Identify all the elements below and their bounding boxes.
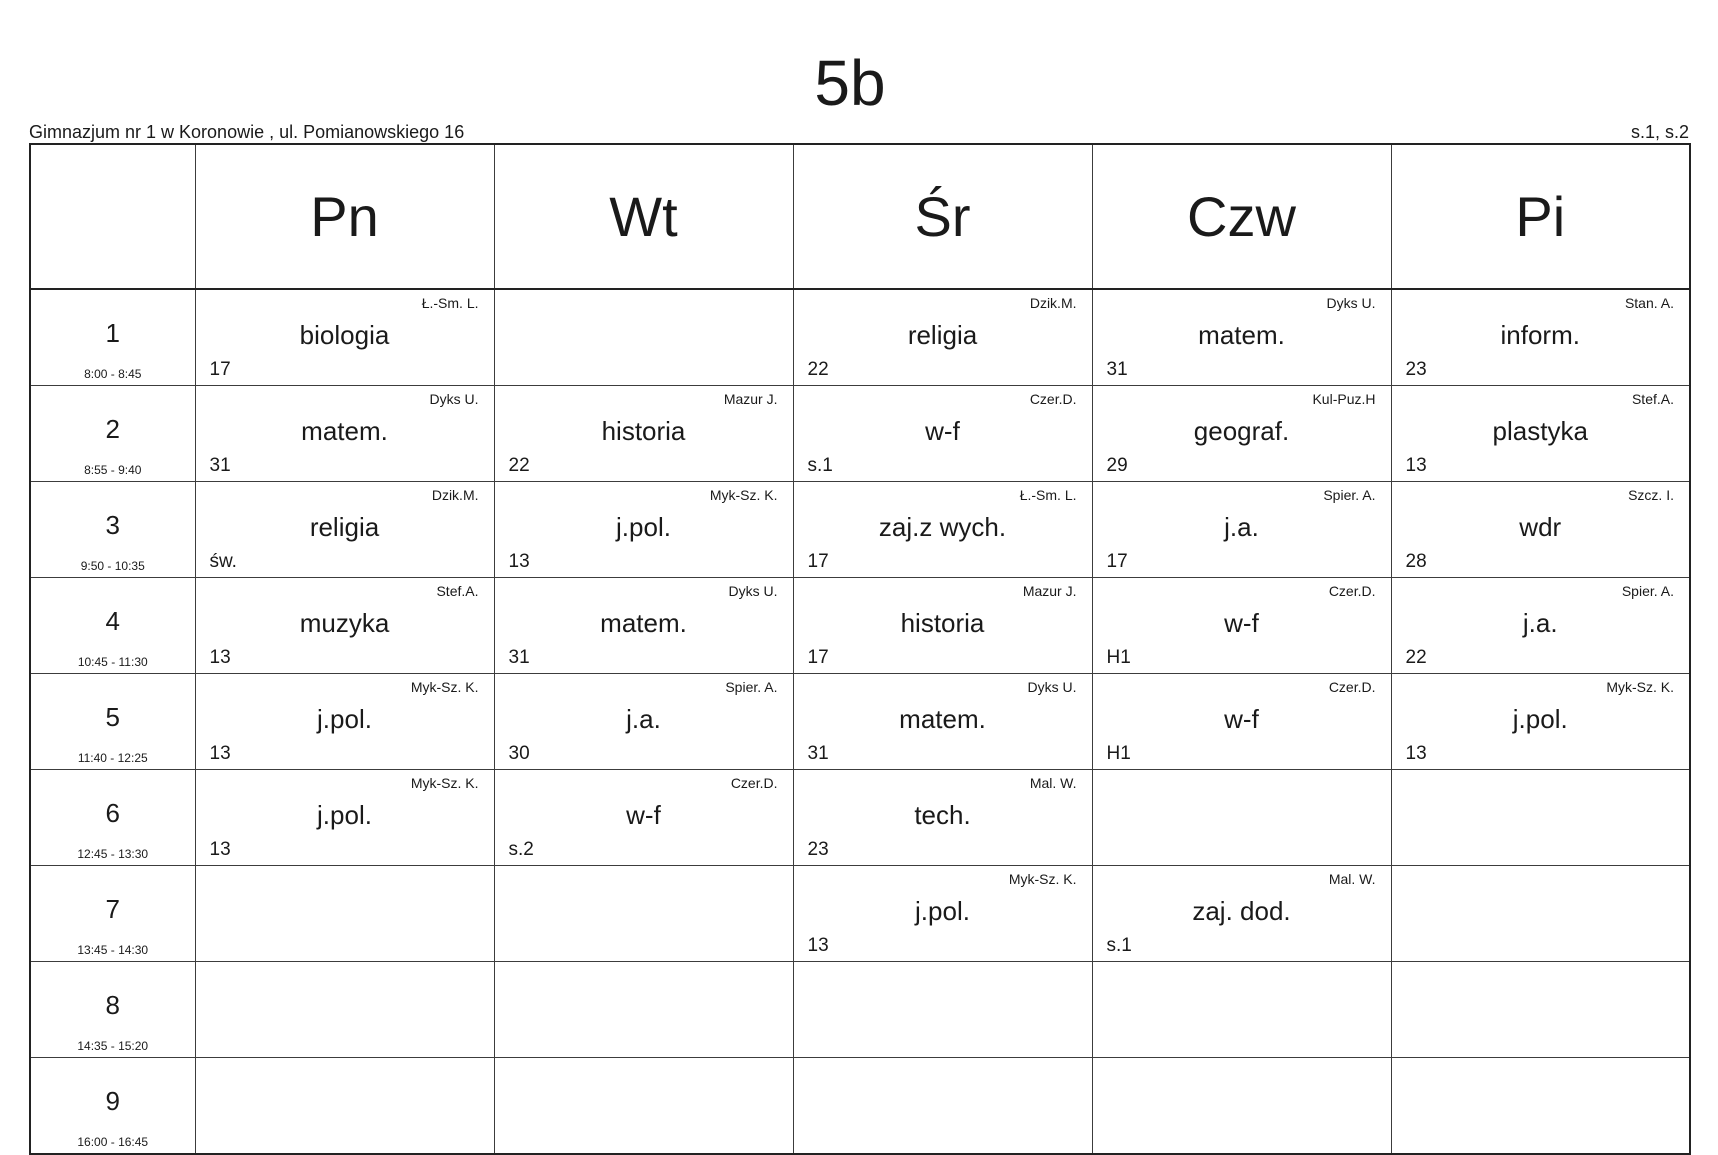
school-name: Gimnazjum nr 1 w Koronowie , ul. Pomianowskiego 16 xyxy=(29,122,465,142)
teacher-name: Myk-Sz. K. xyxy=(410,775,479,791)
room-number: s.2 xyxy=(508,839,534,860)
teacher-name: Myk-Sz. K. xyxy=(1606,679,1674,695)
lesson-cell xyxy=(1092,770,1391,866)
subject-name: j.pol. xyxy=(915,896,970,926)
lesson-cell xyxy=(1391,866,1690,962)
teacher-name: Szcz. I. xyxy=(1628,487,1674,503)
subject-name: zaj. dod. xyxy=(1192,896,1291,926)
room-number: 13 xyxy=(209,839,231,860)
lesson-row xyxy=(30,770,1690,866)
lesson-cell xyxy=(1391,482,1690,578)
room-number: 31 xyxy=(209,455,231,476)
lesson-number: 4 xyxy=(105,606,120,636)
lesson-cell xyxy=(1391,674,1690,770)
lesson-number: 7 xyxy=(105,894,120,924)
lesson-cell xyxy=(494,578,793,674)
lesson-hours: 10:45 - 11:30 xyxy=(77,655,148,669)
lesson-row xyxy=(30,962,1690,1058)
room-number: 30 xyxy=(508,743,530,764)
lesson-number-cell xyxy=(30,674,195,770)
room-number: 28 xyxy=(1405,551,1427,572)
teacher-name: Czer.D. xyxy=(1029,391,1077,407)
lesson-cell xyxy=(1092,289,1391,386)
room-number: 17 xyxy=(807,551,829,572)
lesson-row xyxy=(30,1058,1690,1155)
subject-name: w-f xyxy=(925,416,960,446)
lesson-number-cell xyxy=(30,962,195,1058)
teacher-name: Mal. W. xyxy=(1029,775,1077,791)
class-title: 5b xyxy=(814,47,886,119)
teacher-name: Spier. A. xyxy=(1621,583,1674,599)
room-number: 17 xyxy=(209,359,231,380)
lesson-cell xyxy=(1092,386,1391,482)
lesson-cell xyxy=(195,386,494,482)
teacher-name: Czer.D. xyxy=(1328,679,1376,695)
teacher-name: Czer.D. xyxy=(730,775,778,791)
subject-name: wdr xyxy=(1519,512,1562,542)
lesson-cell xyxy=(1092,674,1391,770)
room-number: 29 xyxy=(1106,455,1128,476)
teacher-name: Spier. A. xyxy=(1323,487,1376,503)
day-header-pn: Pn xyxy=(195,144,494,289)
room-number: 31 xyxy=(508,647,530,668)
lesson-cell xyxy=(793,1058,1092,1155)
teacher-name: Myk-Sz. K. xyxy=(1008,871,1077,887)
lesson-hours: 13:45 - 14:30 xyxy=(77,943,149,957)
teacher-name: Dyks U. xyxy=(429,391,479,407)
subject-name: j.pol. xyxy=(616,512,671,542)
room-number: s.1 xyxy=(807,455,833,476)
subject-name: historia xyxy=(900,608,985,638)
lesson-number: 2 xyxy=(105,414,120,444)
room-number: 13 xyxy=(209,743,231,764)
lesson-hours: 8:00 - 8:45 xyxy=(84,367,142,381)
lesson-cell xyxy=(494,482,793,578)
teacher-name: Myk-Sz. K. xyxy=(709,487,778,503)
teacher-name: Dzik.M. xyxy=(1029,295,1077,311)
subject-name: w-f xyxy=(1224,608,1259,638)
room-number: 22 xyxy=(1405,647,1427,668)
lesson-number: 6 xyxy=(105,798,120,828)
teacher-name: Dyks U. xyxy=(1326,295,1376,311)
subject-name: inform. xyxy=(1500,320,1580,350)
lesson-cell xyxy=(494,289,793,386)
lesson-cell xyxy=(1092,482,1391,578)
lesson-cell xyxy=(1092,578,1391,674)
lesson-number-cell xyxy=(30,770,195,866)
lesson-cell xyxy=(195,770,494,866)
subject-name: historia xyxy=(601,416,686,446)
lesson-cell xyxy=(195,482,494,578)
teacher-name: Stef.A. xyxy=(436,583,479,599)
timetable-grid xyxy=(29,143,1691,1155)
room-number: 31 xyxy=(807,743,829,764)
lesson-number: 9 xyxy=(105,1086,120,1116)
lesson-row xyxy=(30,578,1690,674)
lesson-number-cell xyxy=(30,578,195,674)
lesson-cell xyxy=(1092,962,1391,1058)
teacher-name: Mazur J. xyxy=(723,391,778,407)
lesson-cell xyxy=(494,674,793,770)
teacher-name: Dyks U. xyxy=(1027,679,1077,695)
subject-name: religia xyxy=(309,512,380,542)
room-number: 13 xyxy=(1405,455,1427,476)
subject-name: j.pol. xyxy=(1512,704,1568,734)
lesson-number-cell xyxy=(30,386,195,482)
subject-name: geograf. xyxy=(1193,416,1290,446)
day-header-pi: Pi xyxy=(1391,144,1690,289)
lesson-hours: 11:40 - 12:25 xyxy=(77,751,148,765)
day-header-czw: Czw xyxy=(1092,144,1391,289)
subject-name: j.a. xyxy=(1224,512,1259,542)
lesson-cell xyxy=(494,866,793,962)
teacher-name: Mazur J. xyxy=(1022,583,1077,599)
teacher-name: Dzik.M. xyxy=(431,487,479,503)
lesson-row xyxy=(30,386,1690,482)
lesson-cell xyxy=(195,674,494,770)
lesson-hours: 16:00 - 16:45 xyxy=(77,1135,149,1149)
day-header-row xyxy=(30,144,1690,289)
teacher-name: Spier. A. xyxy=(725,679,778,695)
lesson-number: 3 xyxy=(105,510,120,540)
lesson-cell xyxy=(195,866,494,962)
lesson-cell xyxy=(195,1058,494,1155)
lesson-cell xyxy=(494,770,793,866)
subject-name: w-f xyxy=(626,800,661,830)
subject-name: j.pol. xyxy=(317,704,372,734)
room-number: 13 xyxy=(209,647,231,668)
teacher-name: Stan. A. xyxy=(1624,295,1674,311)
subject-name: tech. xyxy=(914,800,971,830)
subject-name: religia xyxy=(907,320,978,350)
lesson-hours: 9:50 - 10:35 xyxy=(80,559,145,573)
teacher-name: Dyks U. xyxy=(728,583,778,599)
lesson-number: 5 xyxy=(105,702,120,732)
lesson-cell xyxy=(494,386,793,482)
room-number: H1 xyxy=(1106,743,1131,764)
lesson-cell xyxy=(1391,578,1690,674)
room-number: 22 xyxy=(807,359,829,380)
room-number: 13 xyxy=(807,935,829,956)
subject-name: matem. xyxy=(301,416,388,446)
lesson-cell xyxy=(1391,962,1690,1058)
lesson-cell xyxy=(1391,289,1690,386)
subject-name: matem. xyxy=(600,608,687,638)
teacher-name: Czer.D. xyxy=(1328,583,1376,599)
lesson-cell xyxy=(1092,1058,1391,1155)
subject-name: w-f xyxy=(1224,704,1259,734)
lesson-cell xyxy=(1391,1058,1690,1155)
lesson-number-cell xyxy=(30,866,195,962)
lesson-cell xyxy=(793,674,1092,770)
room-number: 31 xyxy=(1106,359,1128,380)
lesson-number: 1 xyxy=(105,318,120,348)
lesson-cell xyxy=(1391,386,1690,482)
lesson-cell xyxy=(793,386,1092,482)
lesson-cell xyxy=(1391,770,1690,866)
room-number: 13 xyxy=(508,551,530,572)
lesson-row xyxy=(30,289,1690,386)
room-number: s.1 xyxy=(1106,935,1132,956)
subject-name: j.pol. xyxy=(317,800,372,830)
timetable-body xyxy=(30,144,1690,1154)
lesson-number-cell xyxy=(30,1058,195,1155)
lesson-number-cell xyxy=(30,289,195,386)
lesson-hours: 14:35 - 15:20 xyxy=(77,1039,149,1053)
subject-name: muzyka xyxy=(299,608,390,638)
lesson-cell xyxy=(793,289,1092,386)
room-number: 22 xyxy=(508,455,530,476)
lesson-cell xyxy=(494,962,793,1058)
sheet-numbers: s.1, s.2 xyxy=(1630,122,1689,142)
room-number: 17 xyxy=(1106,551,1128,572)
teacher-name: Myk-Sz. K. xyxy=(410,679,479,695)
room-number: 23 xyxy=(1405,359,1427,380)
subject-name: j.a. xyxy=(1522,608,1558,638)
lesson-row xyxy=(30,866,1690,962)
teacher-name: Kul-Puz.H xyxy=(1312,391,1376,407)
lesson-cell xyxy=(195,962,494,1058)
lesson-cell xyxy=(793,866,1092,962)
lesson-row xyxy=(30,482,1690,578)
subject-name: zaj.z wych. xyxy=(878,512,1007,542)
room-number: 13 xyxy=(1405,743,1427,764)
lesson-number: 8 xyxy=(105,990,120,1020)
lesson-cell xyxy=(793,770,1092,866)
lesson-hours: 8:55 - 9:40 xyxy=(84,463,142,477)
lesson-cell xyxy=(793,578,1092,674)
lesson-cell xyxy=(195,578,494,674)
lesson-hours: 12:45 - 13:30 xyxy=(77,847,149,861)
day-header-wt: Wt xyxy=(494,144,793,289)
lesson-cell xyxy=(793,962,1092,1058)
room-number: św. xyxy=(209,551,237,572)
lesson-number-cell xyxy=(30,482,195,578)
subject-name: matem. xyxy=(899,704,986,734)
teacher-name: Ł.-Sm. L. xyxy=(1019,487,1077,503)
lesson-cell xyxy=(1092,866,1391,962)
room-number: 23 xyxy=(807,839,829,860)
room-number: 17 xyxy=(807,647,829,668)
teacher-name: Ł.-Sm. L. xyxy=(421,295,479,311)
lesson-cell xyxy=(494,1058,793,1155)
subject-name: biologia xyxy=(299,320,390,350)
room-number: H1 xyxy=(1106,647,1131,668)
subject-name: matem. xyxy=(1198,320,1285,350)
teacher-name: Stef.A. xyxy=(1631,391,1674,407)
day-header-sr: Śr xyxy=(793,144,1092,289)
teacher-name: Mal. W. xyxy=(1328,871,1376,887)
lesson-row xyxy=(30,674,1690,770)
lesson-cell xyxy=(793,482,1092,578)
subject-name: plastyka xyxy=(1492,416,1588,446)
lesson-cell xyxy=(195,289,494,386)
corner-cell xyxy=(30,144,195,289)
subject-name: j.a. xyxy=(626,704,661,734)
